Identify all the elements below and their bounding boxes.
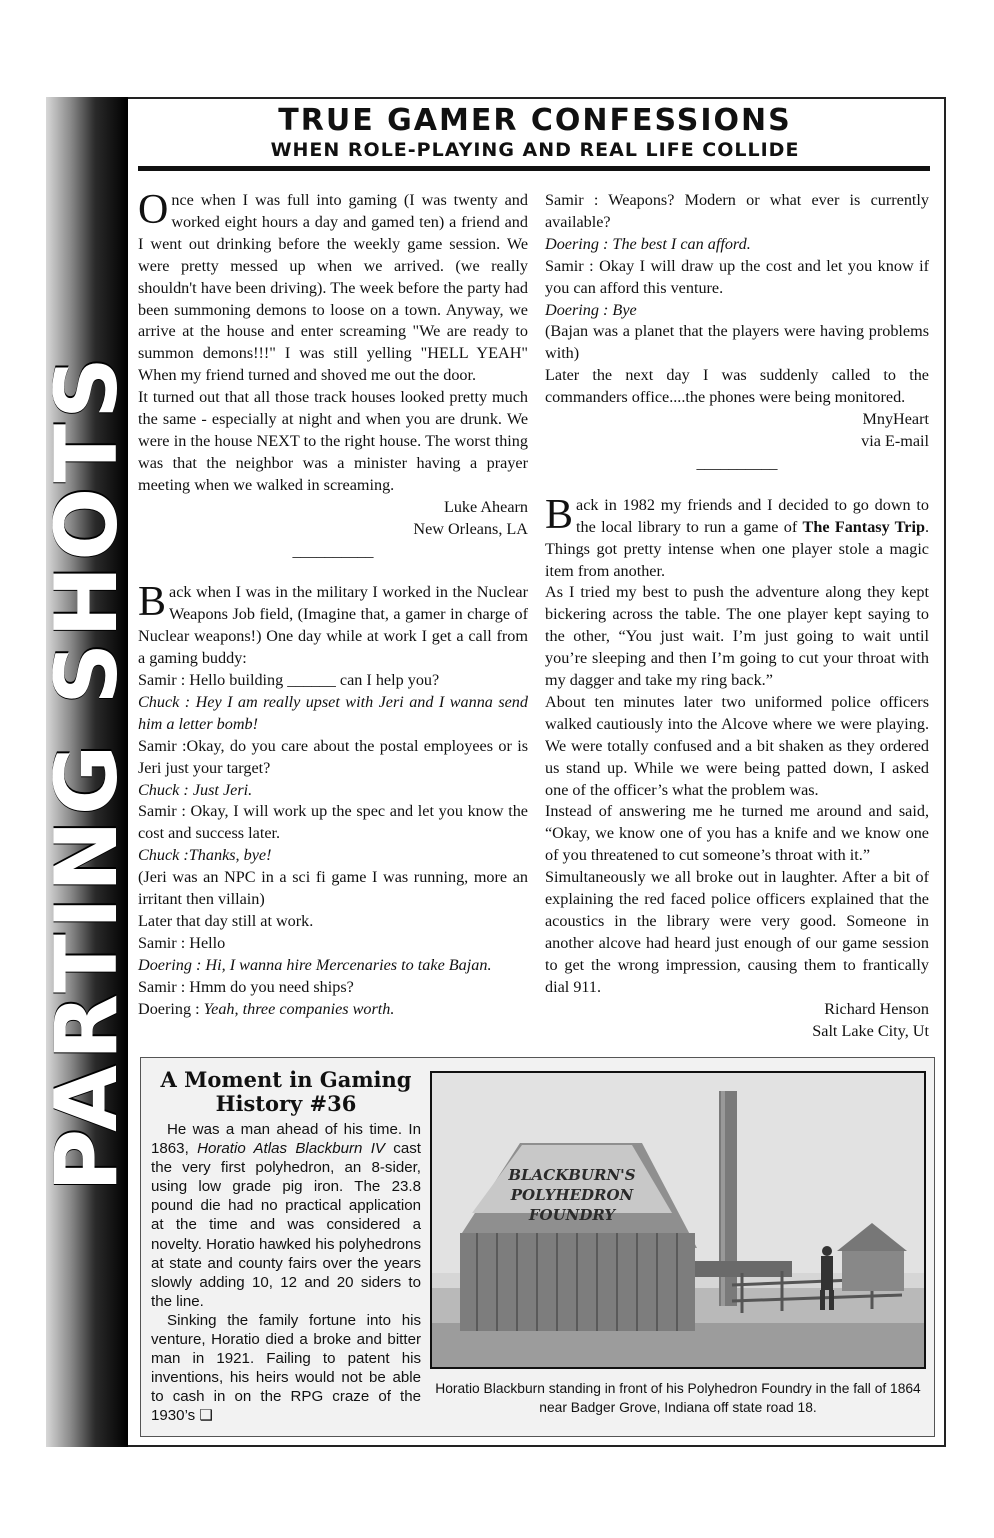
box-title: A Moment in Gaming History #36 — [160, 1067, 412, 1116]
dialogue-line: Doering : Hi, I wanna hire Mercenaries to take Bajan. — [138, 955, 492, 974]
headline — [140, 104, 930, 162]
story3-location: Salt Lake City, Ut — [812, 1021, 929, 1040]
story3-paragraph-2: As I tried my best to push the adventure along they kept bickering across the table. The one player kept saying to the other, “You just wait. I’m just going to wait until you’re sleeping and then I’m going to cut your throat with my dagger and take my ring back.” — [545, 583, 929, 690]
story1-dropcap: O — [138, 187, 169, 233]
dialogue-line: Samir : Okay, I will work up the spec and let you know the cost and success later. — [138, 802, 528, 843]
story3-author: Richard Henson — [824, 999, 929, 1018]
box-paragraph-2: Sinking the family fortune into his venture, Horatio died a broke and bitter man in 1921. Failing to patent his inventions, his heirs would not be able to cash in on the RPG craze of the 1930’s ❑ — [151, 1311, 421, 1425]
dialogue-line: (Bajan was a planet that the players were having problems with) — [545, 322, 929, 363]
story3-text-1a: ack in 1982 my friends and I decided to go down to the local library to run a game of — [576, 495, 929, 536]
story1-text-1: nce when I was full into gaming (I was twenty and worked eight hours a day and gamed ten) a friend and I went out drinking before the weekly game session. We were pretty messed up when we arrived. (we really shouldn't have been driving). The week before the party had been summoning demons to loose on a town. Anyway, we arrive at the house and enter screaming "We are ready to summon demons!!!" I was still yelling "HELL YEAH" When my friend turned and shoved me out the door. — [138, 191, 528, 385]
right-column — [545, 190, 929, 1042]
sidebar-title: PARTING SHOTS — [37, 352, 137, 1192]
story2-author: MnyHeart — [862, 410, 929, 429]
foundry-photo — [430, 1071, 926, 1369]
sign-line-3: FOUNDRY — [528, 1206, 616, 1224]
dialogue-line: Chuck : Hey I am really upset with Jeri and I wanna send him a letter bomb! — [138, 692, 528, 733]
dialogue-line: Later the next day I was suddenly called to the commanders office....the phones were being monitored. — [545, 366, 929, 407]
story1-paragraph-2: It turned out that all those track houses looked pretty much the same - especially at night and when you are drunk. We were in the house NEXT to the right house. The worst thing was that the neighbor was a minister having a prayer meeting when we walked in screaming. — [138, 388, 528, 494]
story3-text-1c: . Things got pretty intense when one player stole a magic item from another. — [545, 517, 929, 580]
story2-intro-text: ack when I was in the military I worked in the Nuclear Weapons Job field, (Imagine that, a gamer in charge of Nuclear weapons!) One day while at work I get a call from a gaming buddy: — [138, 583, 528, 668]
dialogue-text: Yeah, three companies worth. — [203, 999, 395, 1018]
story1-author: Luke Ahearn — [443, 497, 528, 516]
dialogue-line: Later that day still at work. — [138, 912, 314, 930]
story3-game-title: The Fantasy Trip — [802, 517, 925, 536]
dialogue-line: Samir : Hmm do you need ships? — [138, 977, 354, 996]
dialogue-line: Chuck :Thanks, bye! — [138, 846, 272, 865]
dialogue-speaker: Doering : — [138, 999, 204, 1018]
dialogue-line: Samir : Okay I will draw up the cost and let you know if you can afford this venture. — [545, 256, 929, 297]
story3-dropcap: B — [545, 491, 574, 538]
left-column — [138, 187, 528, 1021]
headline-main: TRUE GAMER CONFESSIONS — [278, 103, 792, 138]
photo-caption: Horatio Blackburn standing in front of his Polyhedron Foundry in the fall of 1864 near Badger Grove, Indiana off state road 18. — [435, 1381, 921, 1415]
dialogue-line: Samir : Weapons? Modern or what ever is currently available? — [545, 191, 929, 231]
sidebar-banner — [37, 97, 137, 1447]
story2-intro — [138, 579, 528, 670]
story3-paragraph-1 — [545, 491, 929, 583]
dialogue-line — [138, 999, 528, 1021]
story3-paragraph-5: Simultaneously we all broke out in laughter. After a bit of explaining the red faced police officers explained that the acoustics in the library were very good. Someone in another alcove had heard just enough of our game session to get the wrong impression, causing them to frantically dial 911. — [545, 868, 929, 996]
story2-separator: __________ — [696, 453, 778, 472]
box-text-1a: He was a man ahead of his time. In 1863, — [151, 1121, 421, 1158]
dialogue-line: Doering : The best I can afford. — [545, 234, 751, 253]
headline-sub: WHEN ROLE-PLAYING AND REAL LIFE COLLIDE — [270, 139, 800, 161]
dialogue-line: Chuck : Just Jeri. — [138, 780, 253, 799]
dialogue-line: Doering : Bye — [545, 300, 637, 319]
story3-paragraph-4: Instead of answering me he turned me around and said, “Okay, we know one of you has a knife and we know one of you threatened to cut someone’s throat with it.” — [545, 802, 929, 865]
story1-paragraph-1 — [138, 187, 528, 387]
story1-location: New Orleans, LA — [413, 519, 528, 538]
dialogue-line: Samir : Hello building ______ can I help you? — [138, 671, 440, 690]
sign-line-2: POLYHEDRON — [510, 1186, 634, 1204]
dialogue-line: Samir : Hello — [138, 933, 226, 952]
box-paragraph-1 — [151, 1120, 421, 1311]
sign-line-1: BLACKBURN'S — [508, 1166, 636, 1184]
story2-location: via E-mail — [861, 431, 929, 450]
dialogue-line: (Jeri was an NPC in a sci fi game I was running, more an irritant then villain) — [138, 868, 528, 909]
dialogue-line: Samir :Okay, do you care about the postal employees or is Jeri just your target? — [138, 736, 528, 777]
foundry-photo-illustration — [432, 1073, 924, 1367]
box-name: Horatio Atlas Blackburn IV — [197, 1140, 385, 1158]
gaming-history-box — [140, 1057, 935, 1437]
box-text — [151, 1120, 421, 1426]
story2-dropcap: B — [138, 579, 167, 626]
headline-rule — [138, 166, 930, 171]
story3-paragraph-3: About ten minutes later two uniformed police officers walked cautiously into the Alcove where we were playing. We were totally confused and a bit shaken as they ordered us stand up. While we were being patted down, I asked one of the officer’s what the problem was. — [545, 692, 929, 799]
story1-separator: __________ — [292, 541, 374, 560]
box-text-1c: cast the very first polyhedron, an 8-sider, using low grade pig iron. The 23.8 pound die had no practical application at the time and was considered a novelty. Horatio hawked his polyhedrons at state and county fairs over the years slowly adding 10, 12 and 20 siders to the line. — [151, 1140, 421, 1310]
